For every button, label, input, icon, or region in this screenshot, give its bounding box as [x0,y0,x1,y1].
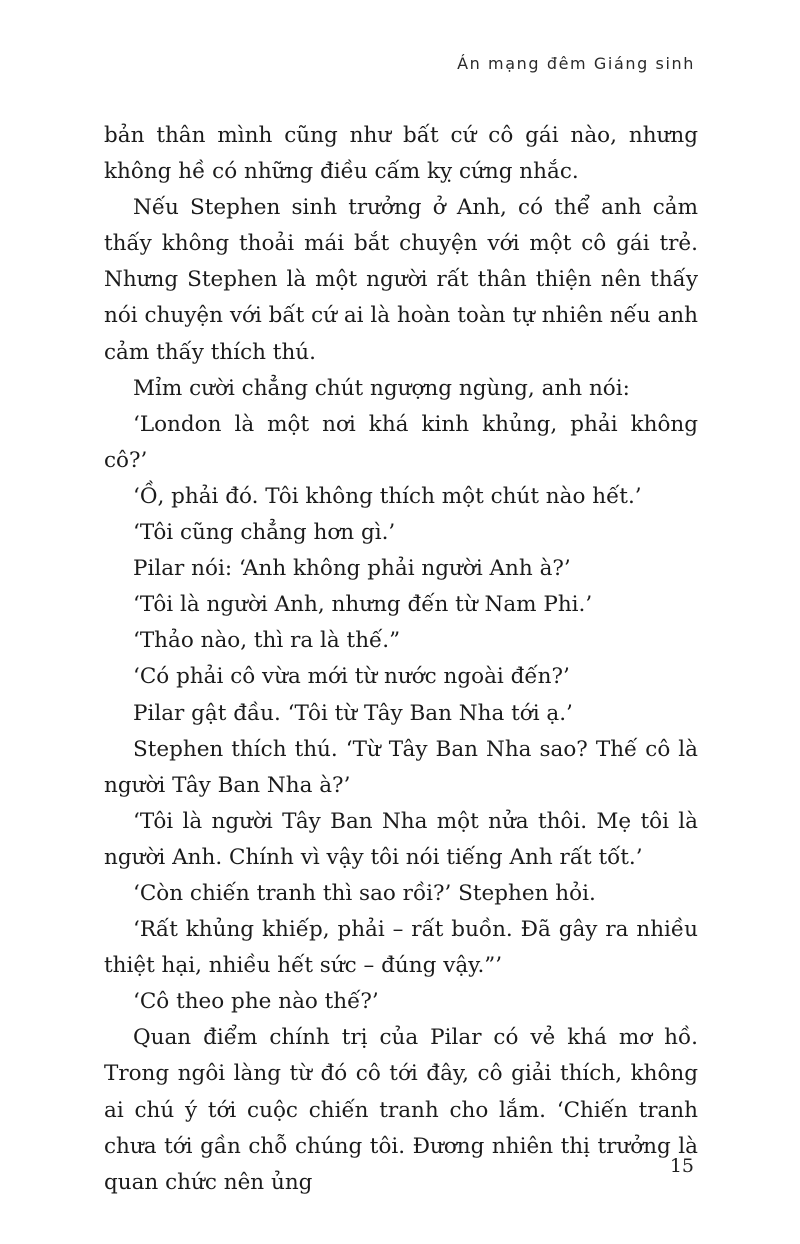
paragraph-6: ‘Tôi cũng chẳng hơn gì.’ [133,520,396,546]
paragraph-7: Pilar nói: ‘Anh không phải người Anh à?’ [133,556,571,582]
paragraph-13: ‘Tôi là người Tây Ban Nha một nửa thôi. Mẹ tôi là người Anh. Chính vì vậy tôi nói tiếng Anh rất tốt.’ [104,808,698,870]
paragraph-14: ‘Còn chiến tranh thì sao rồi?’ Stephen hỏi. [133,880,596,906]
paragraph-10: ‘Có phải cô vừa mới từ nước ngoài đến?’ [133,664,570,690]
paragraph-17: Quan điểm chính trị của Pilar có vẻ khá mơ hồ. Trong ngôi làng từ đó cô tới đây, cô giải thích, không ai chú ý tới cuộc chiến tranh cho lắm. ‘Chiến tranh chưa tới gần chỗ chúng tôi. Đương nhiên thị trưởng là quan chức nên ủng [104,1025,698,1195]
paragraph-2: Nếu Stephen sinh trưởng ở Anh, có thể anh cảm thấy không thoải mái bắt chuyện với một cô gái trẻ. Nhưng Stephen là một người rất thân thiện nên thấy nói chuyện với bất cứ ai là hoàn toàn tự nhiên nếu anh cảm thấy thích thú. [104,195,698,365]
page-number: 15 [669,1155,694,1177]
paragraph-15: ‘Rất khủng khiếp, phải – rất buồn. Đã gây ra nhiều thiệt hại, nhiều hết sức – đúng vậy.”’ [104,917,698,979]
paragraph-5: ‘Ồ, phải đó. Tôi không thích một chút nào hết.’ [133,483,642,509]
paragraph-8: ‘Tôi là người Anh, nhưng đến từ Nam Phi.’ [133,592,593,618]
paragraph-4: ‘London là một nơi khá kinh khủng, phải không cô?’ [104,411,698,473]
paragraph-9: ‘Thảo nào, thì ra là thế.” [133,628,401,654]
paragraph-11: Pilar gật đầu. ‘Tôi từ Tây Ban Nha tới ạ.’ [133,700,573,726]
paragraph-3: Mỉm cười chẳng chút ngượng ngùng, anh nói: [133,375,630,401]
paragraph-12: Stephen thích thú. ‘Từ Tây Ban Nha sao? Thế cô là người Tây Ban Nha à?’ [104,736,698,798]
page-body [104,118,698,1201]
paragraph-1: bản thân mình cũng như bất cứ cô gái nào, nhưng không hề có những điều cấm kỵ cứng nhắc. [104,123,698,185]
paragraph-16: ‘Cô theo phe nào thế?’ [133,989,379,1015]
running-head-title: Án mạng đêm Giáng sinh [457,54,695,73]
